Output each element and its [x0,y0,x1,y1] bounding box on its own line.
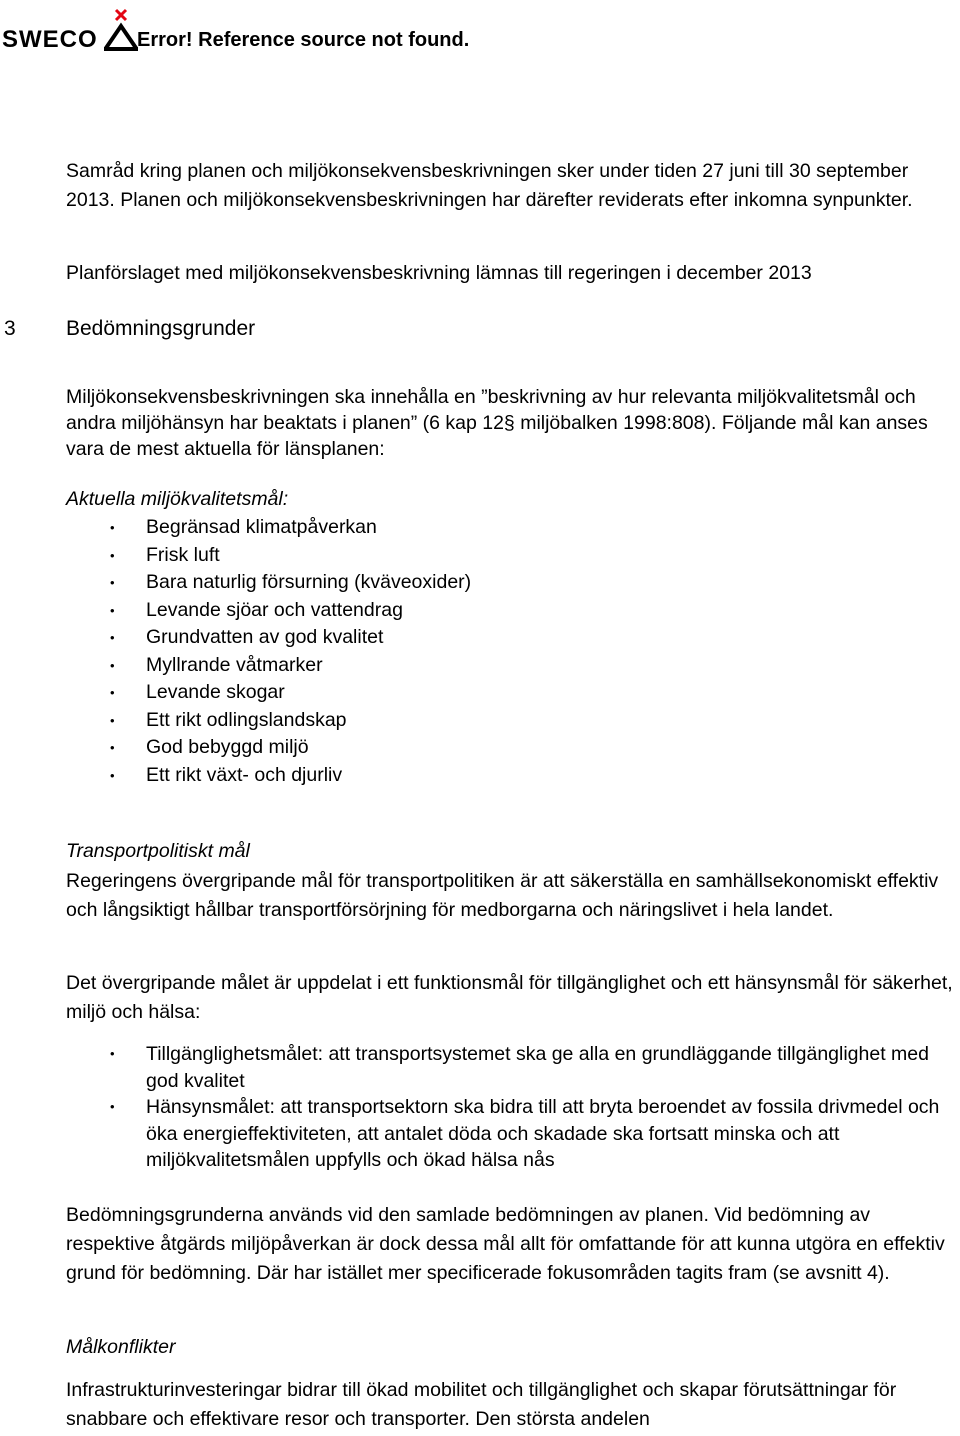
paragraph-goal-split: Det övergripande målet är uppdelat i ett funktionsmål för tillgänglighet och ett hänsynsmål för säkerhet, miljö och hälsa: [66,972,953,1023]
list-item [66,514,956,542]
list-item [66,734,956,762]
list-item-text: Myllrande våtmarker [146,653,323,676]
list-item [66,569,956,597]
sweco-logo-icon [102,8,138,52]
page-header [0,0,960,60]
reference-error-text: Error! Reference source not found. [137,29,470,51]
bullet-icon: • [110,685,115,700]
subheading-goals: Aktuella miljökvalitetsmål: [66,488,289,510]
paragraph-plan-submission: Planförslaget med miljökonsekvensbeskrivning lämnas till regeringen i december 2013 [66,262,812,284]
bullet-icon: • [110,1046,115,1061]
list-item-text: Begränsad klimatpåverkan [146,516,377,538]
logo-text: SWECO [2,26,98,53]
paragraph-infrastructure: Infrastrukturinvesteringar bidrar till ökad mobilitet och tillgänglighet och skapar förutsättningar för snabbare och effektivare resor och transporter. Den största andelen [66,1379,897,1430]
list-item-text: Ett rikt växt- och djurliv [146,763,343,786]
list-item [66,542,956,570]
section-number: 3 [4,317,16,340]
goals-list [66,514,956,789]
paragraph-mkb-description: Miljökonsekvensbeskrivningen ska innehålla en ”beskrivning av hur relevanta miljökvalitetsmål och andra miljöhänsyn har beaktats i planen” (6 kap 12§ miljöbalken 1998:808). Följande mål kan anses vara de mest aktuella för länsplanen: [66,386,928,460]
subheading-transport: Transportpolitiskt mål [66,840,250,862]
list-item-text: Frisk luft [146,543,220,566]
paragraph-transport-goal: Regeringens övergripande mål för transportpolitiken är att säkerställa en samhällsekonomiskt effektiv och långsiktigt hållbar transportförsörjning för medborgarna och näringslivet i hela landet. [66,870,939,921]
section-title: Bedömningsgrunder [66,317,256,340]
list-item-text: Ett rikt odlingslandskap [146,708,347,731]
section-heading [4,314,256,343]
list-item [66,707,956,735]
list-item-text: Levande sjöar och vattendrag [146,598,403,621]
bullet-icon: • [110,547,115,563]
transport-goals-list [66,1041,956,1174]
list-item-text: God bebyggd miljö [146,736,309,758]
bullet-icon: • [110,740,115,755]
list-item-text: Hänsynsmålet: att transportsektorn ska bidra till att bryta beroendet av fossila drivmedel och öka energieffektiviteten, att antalet döda och skadade ska fortsatt minska och att miljökvalitetsmålen uppfylls och ökad hälsa nås [146,1096,940,1171]
paragraph-consultation: Samråd kring planen och miljökonsekvensbeskrivningen sker under tiden 27 juni till 30 september 2013. Planen och miljökonsekvensbeskrivningen har därefter reviderats efter inkomna synpunkter. [66,160,913,211]
bullet-icon: • [110,767,115,783]
bullet-icon: • [110,630,115,645]
bullet-icon: • [110,1099,115,1114]
bullet-icon: • [110,712,115,728]
list-item [66,762,956,790]
bullet-icon: • [110,602,115,618]
sweco-logo [2,6,142,53]
list-item-text: Bara naturlig försurning (kväveoxider) [146,571,472,593]
list-item [66,1041,956,1094]
list-item-text: Grundvatten av god kvalitet [146,626,384,648]
list-item [66,1094,956,1174]
list-item [66,624,956,652]
list-item [66,679,956,707]
bullet-icon: • [110,657,115,673]
list-item [66,597,956,625]
list-item-text: Tillgänglighetsmålet: att transportsystemet ska ge alla en grundläggande tillgänglighet med god kvalitet [146,1043,929,1092]
list-item-text: Levande skogar [146,681,285,703]
paragraph-assessment-basis: Bedömningsgrunderna används vid den samlade bedömningen av planen. Vid bedömning av respektive åtgärds miljöpåverkan är dock dessa mål allt för omfattande för att kunna utgöra en effektiv grund för bedömning. Där har istället mer specificerade fokusområden tagits fram (se avsnitt 4). [66,1204,945,1284]
list-item [66,652,956,680]
subheading-conflicts: Målkonflikter [66,1336,176,1358]
bullet-icon: • [110,520,115,535]
bullet-icon: • [110,575,115,590]
